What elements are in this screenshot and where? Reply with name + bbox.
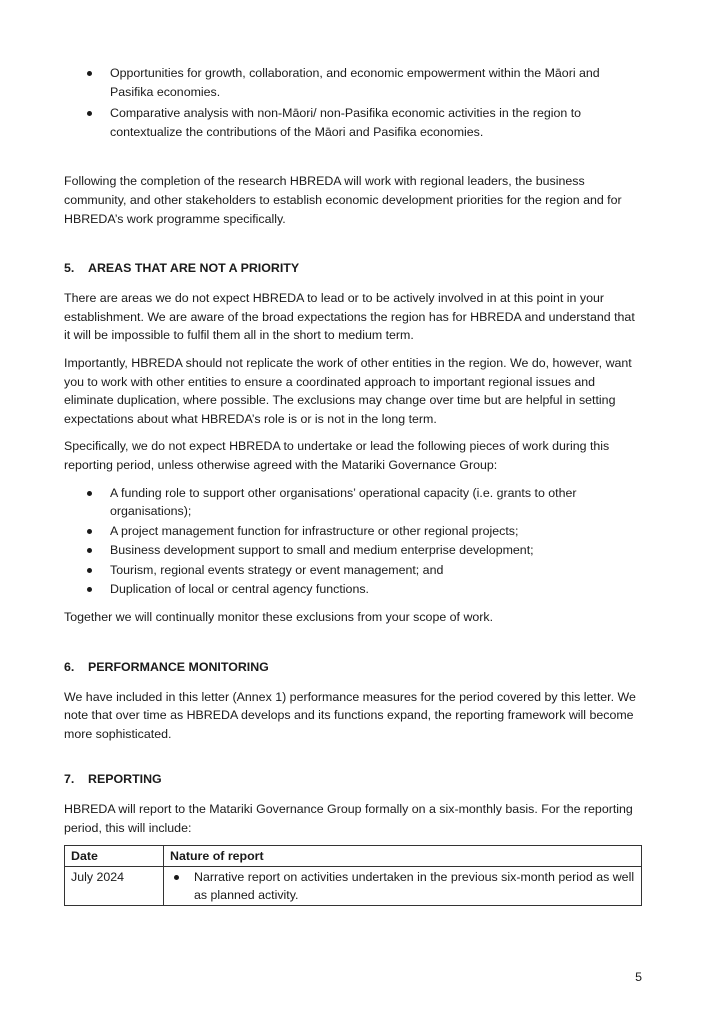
section-5-heading [64,259,642,277]
section-5-paragraph: There are areas we do not expect HBREDA to lead or to be actively involved in at this point in your establishment. We are aware of the broad expectations the region has for HBREDA and understand that it will be impossible to fulfil them all in the short to medium term. [64,291,635,343]
list-item: Comparative analysis with non-Māori/ non-Pasifika economic activities in the region to contextualize the contributions of the Māori and Pasifika economies. [64,104,642,141]
section-7-paragraph: HBREDA will report to the Matariki Governance Group formally on a six-monthly basis. For the reporting period, this will include: [64,802,633,836]
section-title: AREAS THAT ARE NOT A PRIORITY [88,261,300,276]
section-number: 7. [64,772,75,787]
list-item: A funding role to support other organisations’ operational capacity (i.e. grants to other organisations); [64,484,642,521]
list-item: Business development support to small and medium enterprise development; [64,541,642,560]
list-item: Duplication of local or central agency functions. [64,580,642,599]
section-5-paragraph: Importantly, HBREDA should not replicate the work of other entities in the region. We do, however, want you to work with other entities to ensure a coordinated approach to important regional issues and eliminate duplication, where possible. The exclusions may change over time but are helpful in setting expectations about what HBREDA’s role is or is not in the long term. [64,355,632,426]
section-title: REPORTING [88,772,162,787]
following-paragraph: Following the completion of the research HBREDA will work with regional leaders, the business community, and other stakeholders to establish economic development priorities for the region and for HBREDA’s work programme specifically. [64,174,622,226]
table-cell-nature: Narrative report on activities undertaken in the previous six-month period as well as planned activity. [164,866,642,905]
table-header-row [65,845,642,866]
reporting-table [64,845,642,906]
section-number: 5. [64,261,75,276]
page-number: 5 [635,970,642,984]
list-item: Tourism, regional events strategy or event management; and [64,561,642,580]
column-header-nature: Nature of report [164,845,642,866]
document-page [64,64,642,906]
table-cell-date: July 2024 [65,866,164,905]
section-number: 6. [64,659,75,674]
list-item: A project management function for infrastructure or other regional projects; [64,522,642,541]
intro-bullet-list [64,64,642,141]
section-title: PERFORMANCE MONITORING [88,659,269,674]
column-header-date: Date [65,845,164,866]
exclusions-list [64,484,642,600]
section-7-heading [64,770,642,788]
section-6-heading [64,658,642,676]
section-6-paragraph: We have included in this letter (Annex 1) performance measures for the period covered by this letter. We note that over time as HBREDA develops and its functions expand, the reporting framework will become more sophisticated. [64,689,636,741]
section-5-closing: Together we will continually monitor these exclusions from your scope of work. [64,610,494,625]
list-item: Opportunities for growth, collaboration, and economic empowerment within the Māori and Pasifika economies. [64,64,642,101]
table-row [65,866,642,905]
section-5-paragraph: Specifically, we do not expect HBREDA to undertake or lead the following pieces of work during this reporting period, unless otherwise agreed with the Matariki Governance Group: [64,439,610,472]
